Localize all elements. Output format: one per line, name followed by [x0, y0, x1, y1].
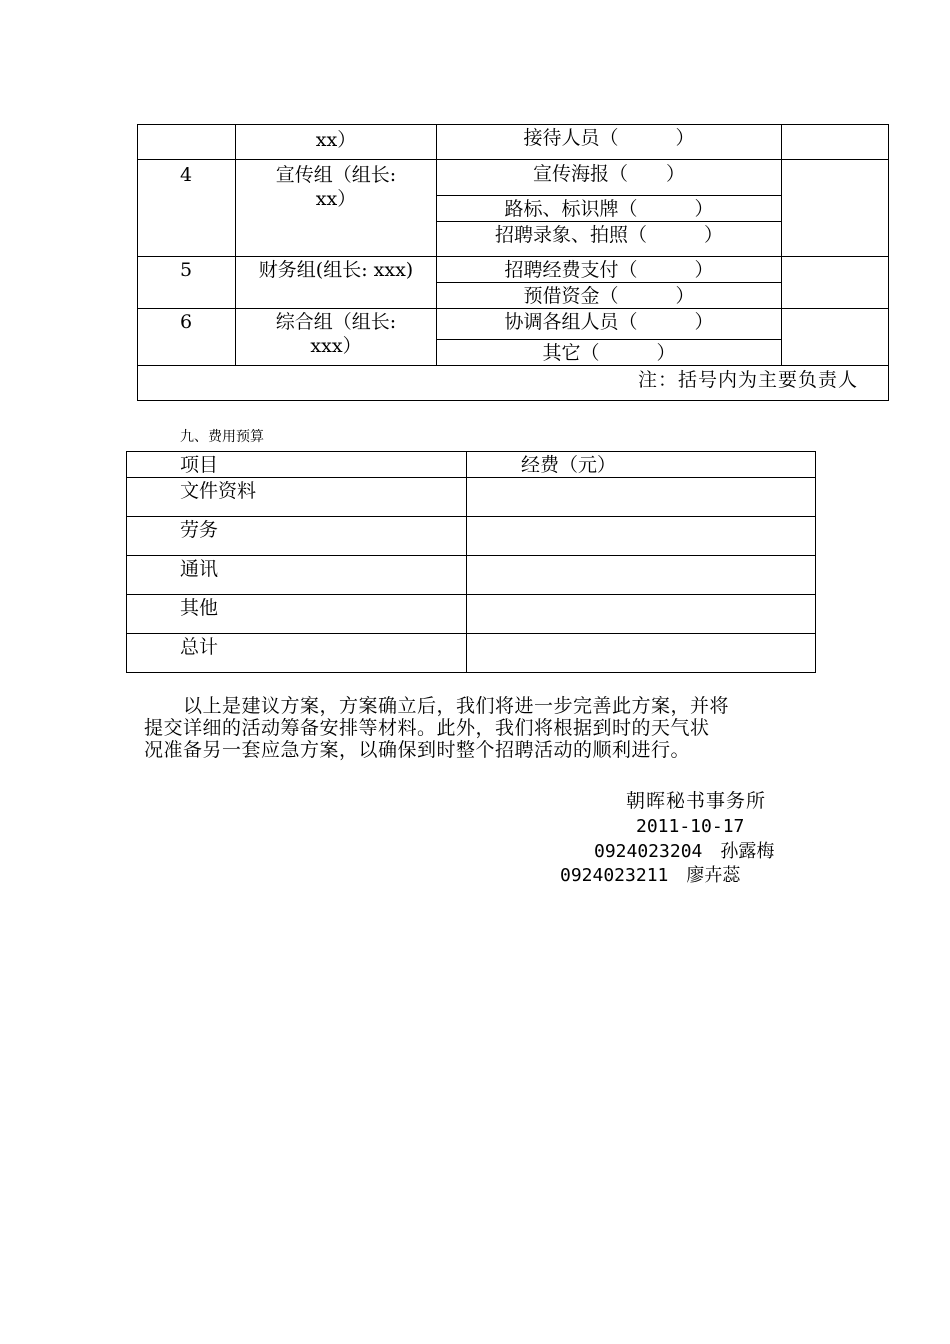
budget-item: 文件资料	[180, 480, 257, 502]
group-cell: 综合组（组长:	[275, 311, 397, 333]
duty-cell: 招聘经费支付（ ）	[504, 259, 714, 281]
duty-cell: 协调各组人员（ ）	[504, 311, 714, 333]
duty-cell: 宣传海报（ ）	[532, 163, 685, 185]
row-number: 6	[179, 311, 193, 333]
budget-item: 其他	[180, 597, 219, 619]
budget-item: 劳务	[180, 519, 219, 541]
row-number: 4	[179, 164, 193, 186]
budget-item: 总计	[180, 636, 219, 658]
group-cell: 宣传组（组长:	[275, 164, 397, 186]
budget-header-cost: 经费（元）	[521, 454, 617, 476]
duty-cell: 预借资金（ ）	[523, 285, 695, 307]
table-note: 注：括号内为主要负责人	[637, 369, 858, 391]
group-cell: xxx）	[310, 335, 362, 357]
row-number: 5	[179, 259, 193, 281]
group-cell: 财务组(组长: xxx)	[258, 259, 414, 281]
budget-header-item: 项目	[180, 454, 219, 476]
duty-cell: 接待人员（ ）	[523, 127, 695, 149]
duty-cell: 路标、标识牌（ ）	[504, 198, 714, 220]
paragraph-line: 况准备另一套应急方案，以确保到时整个招聘活动的顺利进行。	[144, 739, 691, 761]
budget-heading: 九、费用预算	[180, 429, 264, 445]
duty-cell: 招聘录象、拍照（ ）	[494, 224, 723, 246]
budget-item: 通讯	[180, 558, 219, 580]
signature-date: 2011-10-17	[636, 816, 745, 837]
group-cell: xx）	[315, 129, 357, 151]
group-cell: xx）	[315, 188, 357, 210]
duty-cell: 其它（ ）	[542, 342, 676, 364]
paragraph-line: 提交详细的活动筹备安排等材料。此外，我们将根据到时的天气状	[144, 717, 710, 739]
signature-member: 0924023211 廖卉蕊	[560, 865, 741, 886]
paragraph-line: 以上是建议方案，方案确立后，我们将进一步完善此方案，并将	[144, 695, 730, 717]
signature-member: 0924023204 孙露梅	[594, 841, 775, 862]
signature-org: 朝晖秘书事务所	[626, 790, 767, 812]
